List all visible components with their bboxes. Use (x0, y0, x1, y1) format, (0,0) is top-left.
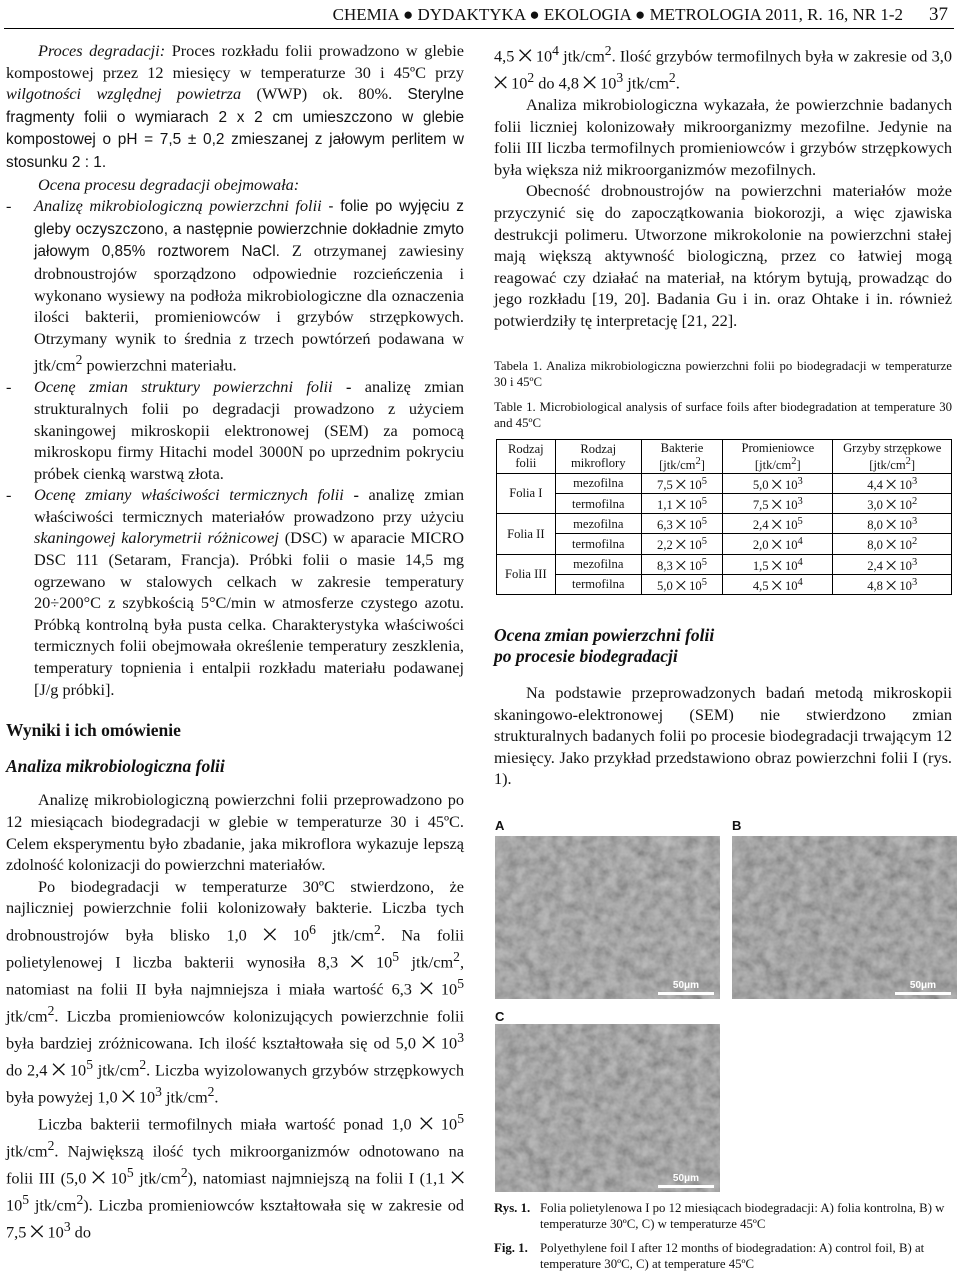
scale-bar: 50μm (658, 1173, 714, 1188)
foil-cell: Folia II (497, 514, 556, 554)
panel-label-c: C (495, 1009, 505, 1024)
surface-heading-1: Ocena zmian powierzchni folii (494, 624, 715, 645)
list-item: - Ocenę zmian struktury powierzchni folii - analizę zmian strukturalnych folii po degradacji prowadzono z użyciem skaningowej mikroskopii elektronowej (SEM) za pomocą mikroskopu firmy Hitachi model 3000N po uprzednim pokryciu próbek cienką warstwą złota. (6, 377, 465, 483)
sem-image-a (495, 836, 720, 999)
table-row: termofilna 2,2 ⨉ $10^5$ 2,0 ⨉ $10^4$ 8,0 ⨉ $10^2$ (497, 534, 952, 554)
results-paragraph-2: Po biodegradacji w temperaturze 30ºC stwierdzono, że najliczniej powierzchnie folii kolonizowały bakterie. Liczba tych drobnoustrojów była blisko 1,0 ⨉ $10^6$ jtk/$cm^2$. Na folii polietylenowej I liczba bakterii wynosiła 8,3 ⨉ $10^5$ jtk/$cm^2$, natomiast na folii II była najmniejsza i miała wartość 6,3 ⨉ $10^5$ jtk/$cm^2$. Liczba promieniowców kolonizujących powierzchnie folii była bardziej zróżnicowana. Ich ilość kształtowała się od 5,0 ⨉ $10^3$ do 2,4 ⨉ $10^5$ jtk/$cm^2$. Liczba wyizolowanych grzybów strzępkowych była powyżej 1,0 ⨉ $10^3$ jtk/$cm^2$. (6, 876, 465, 1107)
results-paragraph-3: Liczba bakterii termofilnych miała wartość ponad 1,0 ⨉ $10^5$ jtk/$cm^2$. Największą ilość tych mikroorganizmów odnotowano na folii III (5,0 ⨉ $10^5$ jtk/$cm^2$), natomiast najmniejszą na folii I (1,1 ⨉ $10^5$ jtk/$cm^2$). Liczba promieniowców kształtowała się w zakresie od 7,5 ⨉ $10^3$ do (6, 1111, 465, 1242)
scale-bar: 50μm (658, 980, 714, 995)
table-header-cell: Promieniowce $[jtk/cm^2]$ (723, 439, 833, 473)
table-row: Folia III mezofilna 8,3 ⨉ $10^5$ 1,5 ⨉ $10^4$ 2,4 ⨉ $10^3$ (497, 554, 952, 574)
page-number: 37 (929, 4, 948, 25)
sem-image-b (732, 836, 957, 999)
table-header-row (497, 439, 952, 473)
figure-caption-en: Fig. 1. Polyethylene foil I after 12 months of biodegradation: A) control foil, B) at temperature 30ºC, C) at temperature 45ºC (494, 1241, 925, 1271)
right-column (494, 40, 952, 790)
surface-heading-2: po procesie biodegradacji (494, 646, 678, 667)
table-row: Folia I mezofilna 7,5 ⨉ $10^5$ 5,0 ⨉ $10^3$ 4,4 ⨉ $10^3$ (497, 473, 952, 493)
table-row: termofilna 5,0 ⨉ $10^5$ 4,5 ⨉ $10^4$ 4,8 ⨉ $10^3$ (497, 574, 952, 594)
table-row: termofilna 1,1 ⨉ $10^5$ 7,5 ⨉ $10^3$ 3,0 ⨉ $10^2$ (497, 493, 952, 513)
results-paragraph-1: Analizę mikrobiologiczną powierzchni folii przeprowadzono po 12 miesiącach biodegradacji w glebie w temperaturze 30 i 45ºC. Celem eksperymentu było zbadanie, jaka mikroflora wykazuje lepszą zdolność kolonizacji do powierzchni materiałów. (6, 790, 464, 875)
table-header-cell: Rodzaj folii (497, 439, 556, 473)
left-column (6, 40, 464, 1243)
table-caption-pl: Tabela 1. Analiza mikrobiologiczna powierzchni folii po biodegradacji w temperaturze 30 i 45ºC (494, 358, 952, 389)
panel-label-b: B (732, 818, 742, 833)
foil-cell: Folia III (497, 554, 556, 594)
table-header-cell: Grzyby strzępkowe $[jtk/cm^2]$ (833, 439, 952, 473)
assessment-title: Ocena procesu degradacji obejmowała: (38, 174, 300, 194)
running-header (0, 4, 948, 26)
right-paragraph-2: Analiza mikrobiologiczna wykazała, że powierzchnie badanych folii liczniej kolonizowały mikroorganizmy mezofilne. Jedynie na folii III liczba termofilnych promieniowców i grzybów strzępkowych była większa niż mikroorganizmów mezofilnych. (494, 95, 952, 179)
list-item: - Analizę mikrobiologiczną powierzchni folii - folie po wyjęciu z gleby oczyszczono, a następnie powierzchnie dokładnie zmyto jałowym 0,85% roztworem NaCl. Z otrzymanej zawiesiny drobnoustrojów sporządzono odpowiednie rozcieńczenia i wykonano wysiewy na podłoża mikrobiologiczne dla oznaczenia ilości bakterii, promieniowców i grzybów strzępkowych. Otrzymany wynik to średnia z trzech powtórzeń podawana w jtk/$cm^2$ powierzchni materiału. (6, 196, 464, 375)
table-caption-en: Table 1. Microbiological analysis of surface foils after biodegradation at temperature 30 and 45ºC (494, 399, 952, 430)
sem-image-c (495, 1024, 720, 1192)
table-header-cell: Rodzaj mikroflory (555, 439, 641, 473)
right-paragraph-4: Na podstawie przeprowadzonych badań metodą mikroskopii skaningowo-elektronowej (SEM) nie stwierdzono zmian strukturalnych badanych folii po procesie biodegradacji trwającym 12 miesięcy. Jako przykład przedstawiono obraz powierzchni folii I (rys. 1). (494, 683, 952, 789)
microbiology-table (496, 439, 952, 595)
results-heading: Wyniki i ich omówienie (6, 720, 181, 741)
table-header-cell: Bakterie $[jtk/cm^2]$ (641, 439, 722, 473)
right-paragraph-3: Obecność drobnoustrojów na powierzchni materiałów może przyczynić się do zapoczątkowania biokorozji, a więc zjawiska destrukcji polimeru. Utworzone mikrokolonie na powierzchni stałej mają większą aktywność biologiczną, przez co łatwiej mogą reagować czy działać na materiał, na którym bytują, prowadząc do jego rozkładu [19, 20]. Badania Gu i in. oraz Ohtake i in. również potwierdziły tę interpretację [21, 22]. (494, 181, 952, 330)
figure-caption-pl: Rys. 1. Folia polietylenowa I po 12 miesiącach biodegradacji: A) folia kontrolna, B) w temperaturze 30ºC, C) w temperaturze 45ºC (494, 1201, 945, 1231)
panel-label-a: A (495, 818, 505, 833)
table-row: Folia II mezofilna 6,3 ⨉ $10^5$ 2,4 ⨉ $10^5$ 8,0 ⨉ $10^3$ (497, 514, 952, 534)
scale-bar: 50μm (895, 980, 951, 995)
intro-paragraph: Proces degradacji: Proces rozkładu folii prowadzono w glebie kompostowej przez 12 miesięcy w temperaturze 30 i 45ºC przy wilgotności względnej powietrza (WWP) ok. 80%. Sterylne fragmenty folii o wymiarach 2 x 2 cm umieszczono w glebie kompostowej o pH = 7,5 ± 0,2 zmieszanej z jałowym perlitem w stosunku 2 : 1. (6, 41, 465, 171)
journal-title: CHEMIA ● DYDAKTYKA ● EKOLOGIA ● METROLOGIA 2011, R. 16, NR 1-2 (332, 5, 903, 24)
foil-cell: Folia I (497, 473, 556, 513)
right-paragraph-1: 4,5 ⨉ $10^4$ jtk/$cm^2$. Ilość grzybów termofilnych była w zakresie od 3,0 ⨉ $10^2$ do 4,8 ⨉ $10^3$ jtk/$cm^2$. (494, 43, 952, 93)
header-rule (4, 28, 954, 29)
micro-heading: Analiza mikrobiologiczna folii (6, 755, 225, 776)
list-item: - Ocenę zmiany właściwości termicznych folii - analizę zmian właściwości termicznych materiałów prowadzono przy użyciu skaningowej kalorymetrii różnicowej (DSC) w aparacie MICRO DSC 111 (Setaram, Francja). Próbki folii o masie 14,5 mg ogrzewano w stalowych celkach w zakresie temperatury 20÷200°C z szybkością 5°C/min w atmosferze czystego azotu. Próbką kontrolną była pusta celka. Charakterystyka właściwości termicznych folii obejmowała określenie temperatury zeszklenia, temperatury topnienia i entalpii rozkładu materiału podawanej [J/g próbki]. (6, 485, 465, 699)
